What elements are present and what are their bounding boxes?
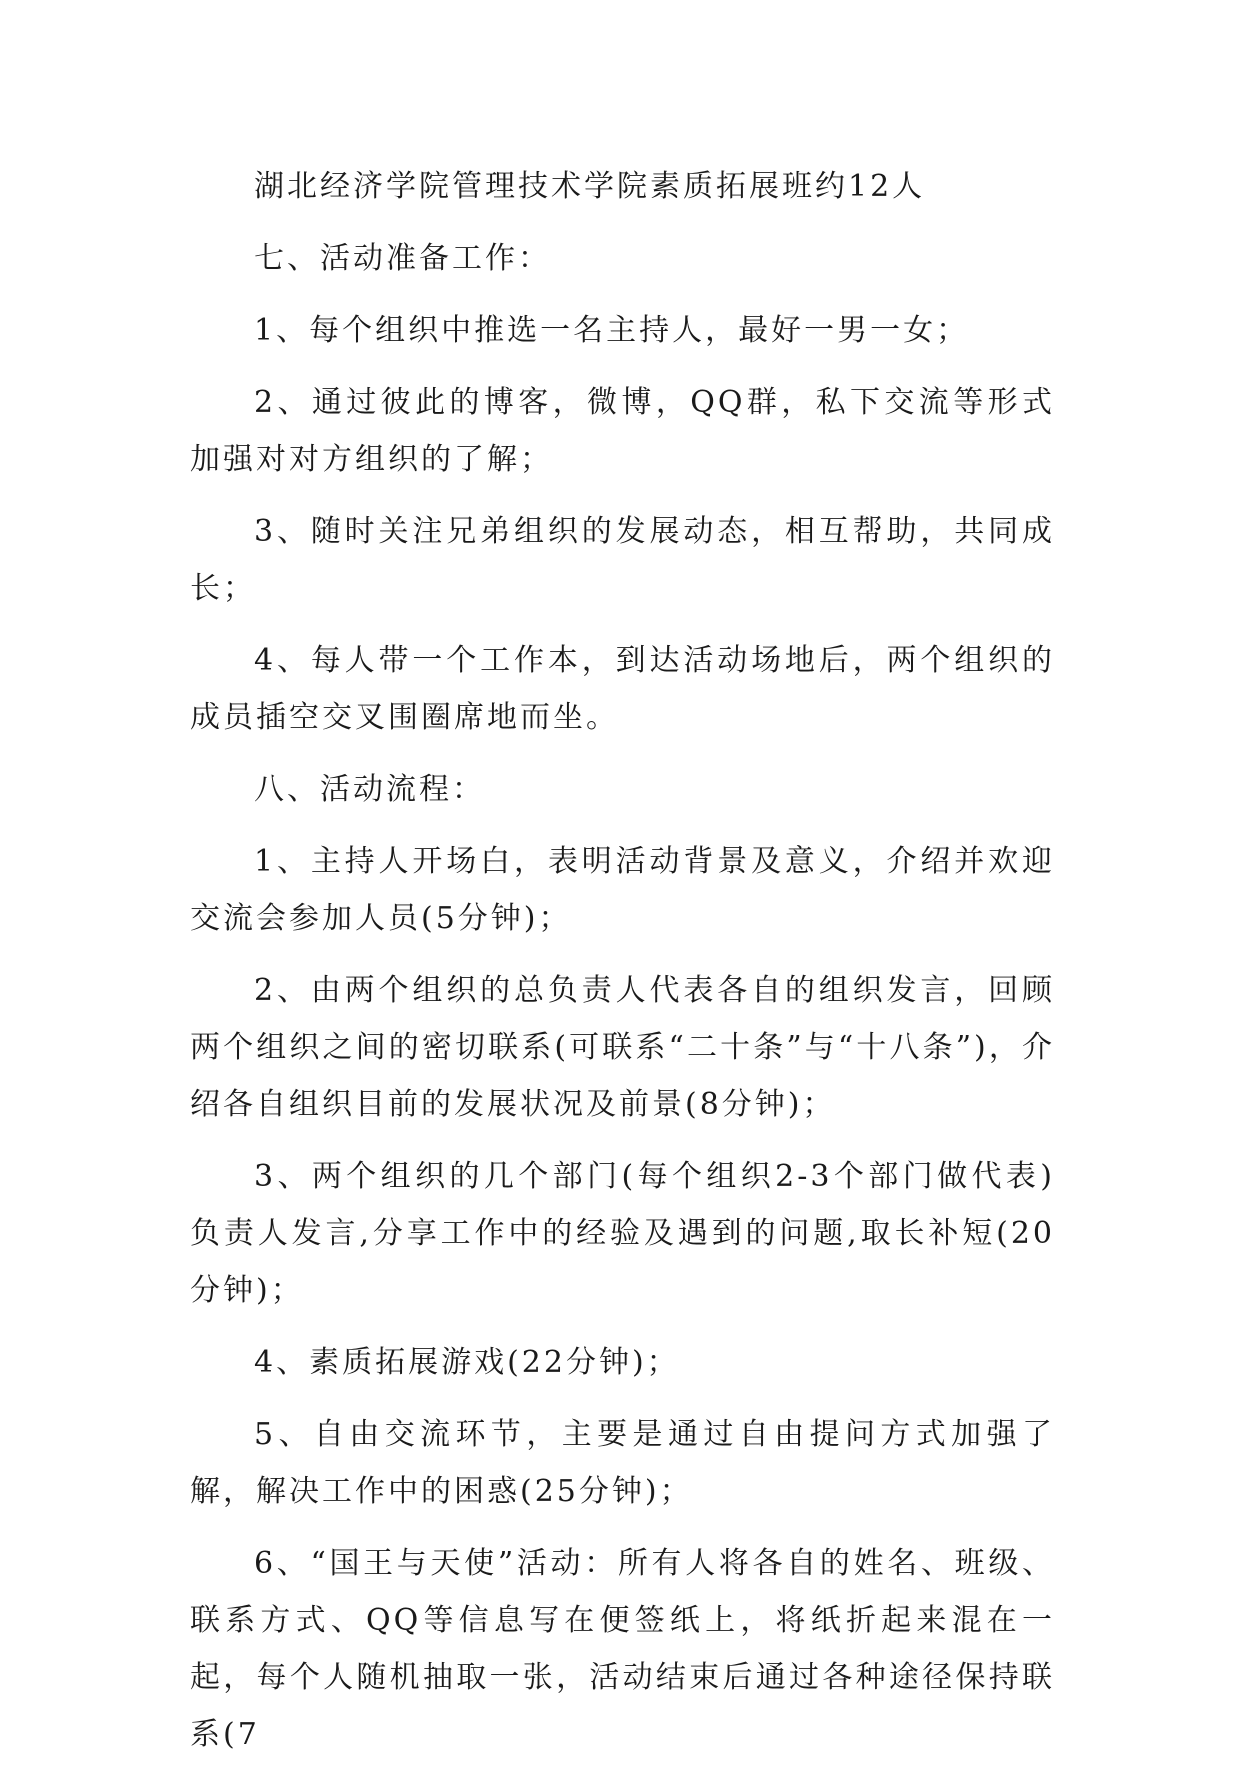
- procedure-item-5: 5、自由交流环节，主要是通过自由提问方式加强了解，解决工作中的困惑(25分钟)；: [190, 1417, 1055, 1509]
- procedure-item-4: 4、素质拓展游戏(22分钟)；: [254, 1345, 680, 1380]
- section-heading-procedure: 八、活动流程：: [254, 772, 485, 807]
- section-heading-preparation: 七、活动准备工作：: [254, 241, 551, 276]
- procedure-item-2: 2、由两个组织的总负责人代表各自的组织发言，回顾两个组织之间的密切联系(可联系“二十条”与“十八条”)，介绍各自组织目前的发展状况及前景(8分钟)；: [190, 973, 1055, 1122]
- procedure-item-6: 6、“国王与天使”活动：所有人将各自的姓名、班级、联系方式、QQ等信息写在便签纸上，将纸折起来混在一起，每个人随机抽取一张，活动结束后通过各种途径保持联系(7: [190, 1546, 1055, 1752]
- preparation-item-4: 4、每人带一个工作本，到达活动场地后，两个组织的成员插空交叉围圈席地而坐。: [190, 643, 1055, 735]
- preparation-item-2: 2、通过彼此的博客，微博，QQ群，私下交流等形式加强对对方组织的了解；: [190, 385, 1055, 477]
- preparation-item-3: 3、随时关注兄弟组织的发展动态，相互帮助，共同成长；: [190, 514, 1055, 606]
- preparation-item-1: 1、每个组织中推选一名主持人，最好一男一女；: [254, 313, 970, 348]
- participants-line: 湖北经济学院管理技术学院素质拓展班约12人: [254, 169, 926, 204]
- document-body: [190, 158, 1055, 1778]
- procedure-item-1: 1、主持人开场白，表明活动背景及意义，介绍并欢迎交流会参加人员(5分钟)；: [190, 844, 1055, 936]
- procedure-item-3: 3、两个组织的几个部门(每个组织2-3个部门做代表)负责人发言,分享工作中的经验及遇到的问题,取长补短(20分钟)；: [190, 1159, 1055, 1308]
